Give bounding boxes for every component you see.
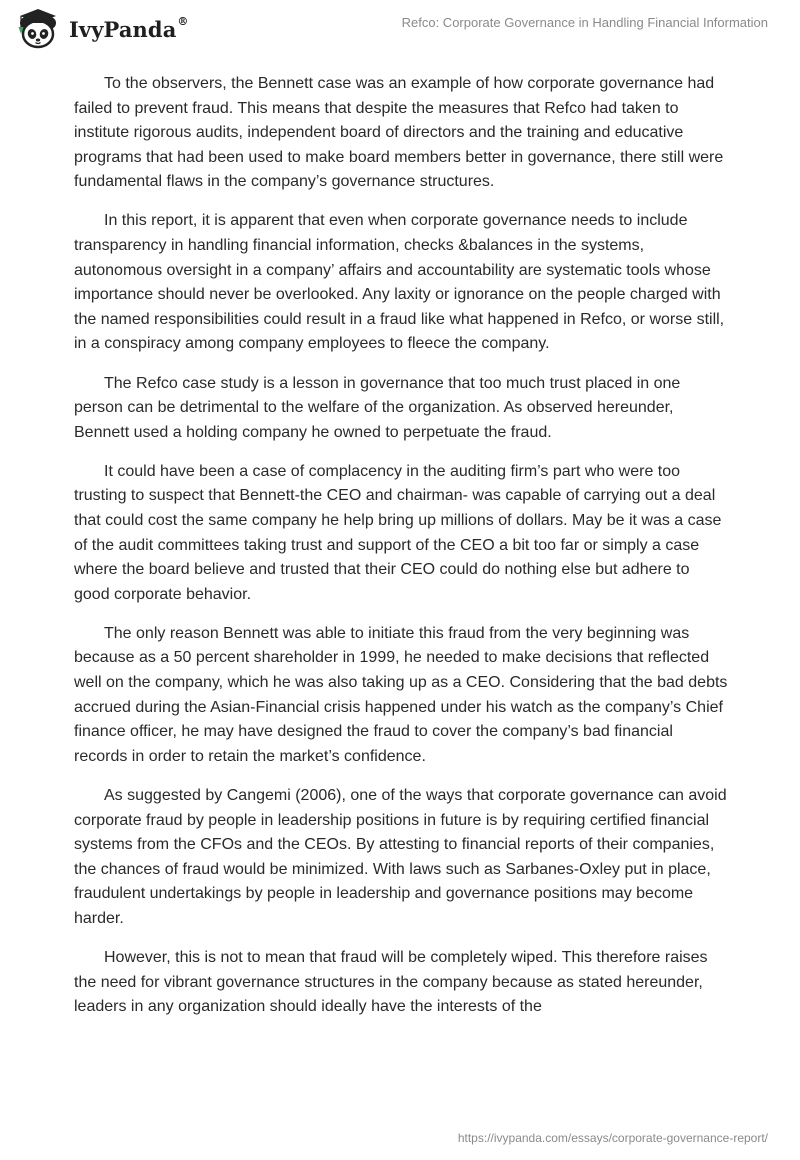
paragraph: In this report, it is apparent that even when corporate governance needs to include transparency in handling financial information, checks &balances in the systems, autonomous oversight in a company’ affairs and accountability are systematic tools whose importance should never be overlooked. Any laxity or ignorance on the people charged with the named responsibilities could result in a fraud like what happened in Refco, or worse still, in a conspiracy among company employees to fleece the company. [74, 212, 725, 353]
brand-text: IvyPanda [69, 16, 177, 42]
source-url-link[interactable]: https://ivypanda.com/essays/corporate-governance-report/ [457, 1131, 768, 1145]
brand-name [69, 14, 189, 42]
ivypanda-logo[interactable] [12, 7, 189, 51]
paragraph: As suggested by Cangemi (2006), one of the ways that corporate governance can avoid corporate fraud by people in leadership positions in future is by requiring certified financial systems from the CFOs and the CEOs. By attesting to financial reports of their companies, the chances of fraud would be minimized. With laws such as Sarbanes-Oxley put in place, fraudulent undertakings by people in leadership and governance positions may become harder. [74, 786, 727, 927]
page-header [0, 0, 800, 60]
paragraph: The only reason Bennett was able to initiate this fraud from the very beginning was because as a 50 percent shareholder in 1999, he needed to make decisions that reflected well on the company, which he was also taking up as a CEO. Considering that the bad debts accrued during the Asian-Financial crisis happened under his watch as the company’s Chief finance officer, he may have designed the fraud to cover the company’s bad financial records in order to retain the market’s confidence. [74, 624, 728, 765]
registered-mark: ® [177, 14, 189, 28]
paragraph: The Refco case study is a lesson in governance that too much trust placed in one person can be detrimental to the welfare of the organization. As observed hereunder, Bennett used a holding company he owned to perpetuate the fraud. [74, 374, 681, 441]
essay-body [74, 72, 729, 1034]
paragraph: However, this is not to mean that fraud will be completely wiped. This therefore raises the need for vibrant governance structures in the company because as stated hereunder, leaders in any organization should ideally have the interests of the [74, 949, 708, 1016]
panda-graduate-icon [12, 7, 64, 51]
document-title: Refco: Corporate Governance in Handling Financial Information [401, 15, 768, 30]
paragraph: To the observers, the Bennett case was an example of how corporate governance had failed to prevent fraud. This means that despite the measures that Refco had taken to institute rigorous audits, independent board of directors and the training and educative programs that had been used to make board members better in governance, there still were fundamental flaws in the company’s governance structures. [74, 75, 724, 191]
paragraph: It could have been a case of complacency in the auditing firm’s part who were too trusting to suspect that Bennett-the CEO and chairman- was capable of carrying out a deal that could cost the same company he help bring up millions of dollars. May be it was a case of the audit committees taking trust and support of the CEO a bit too far or simply a case where the board believe and trusted that their CEO could do nothing else but adhere to good corporate behavior. [74, 462, 722, 603]
